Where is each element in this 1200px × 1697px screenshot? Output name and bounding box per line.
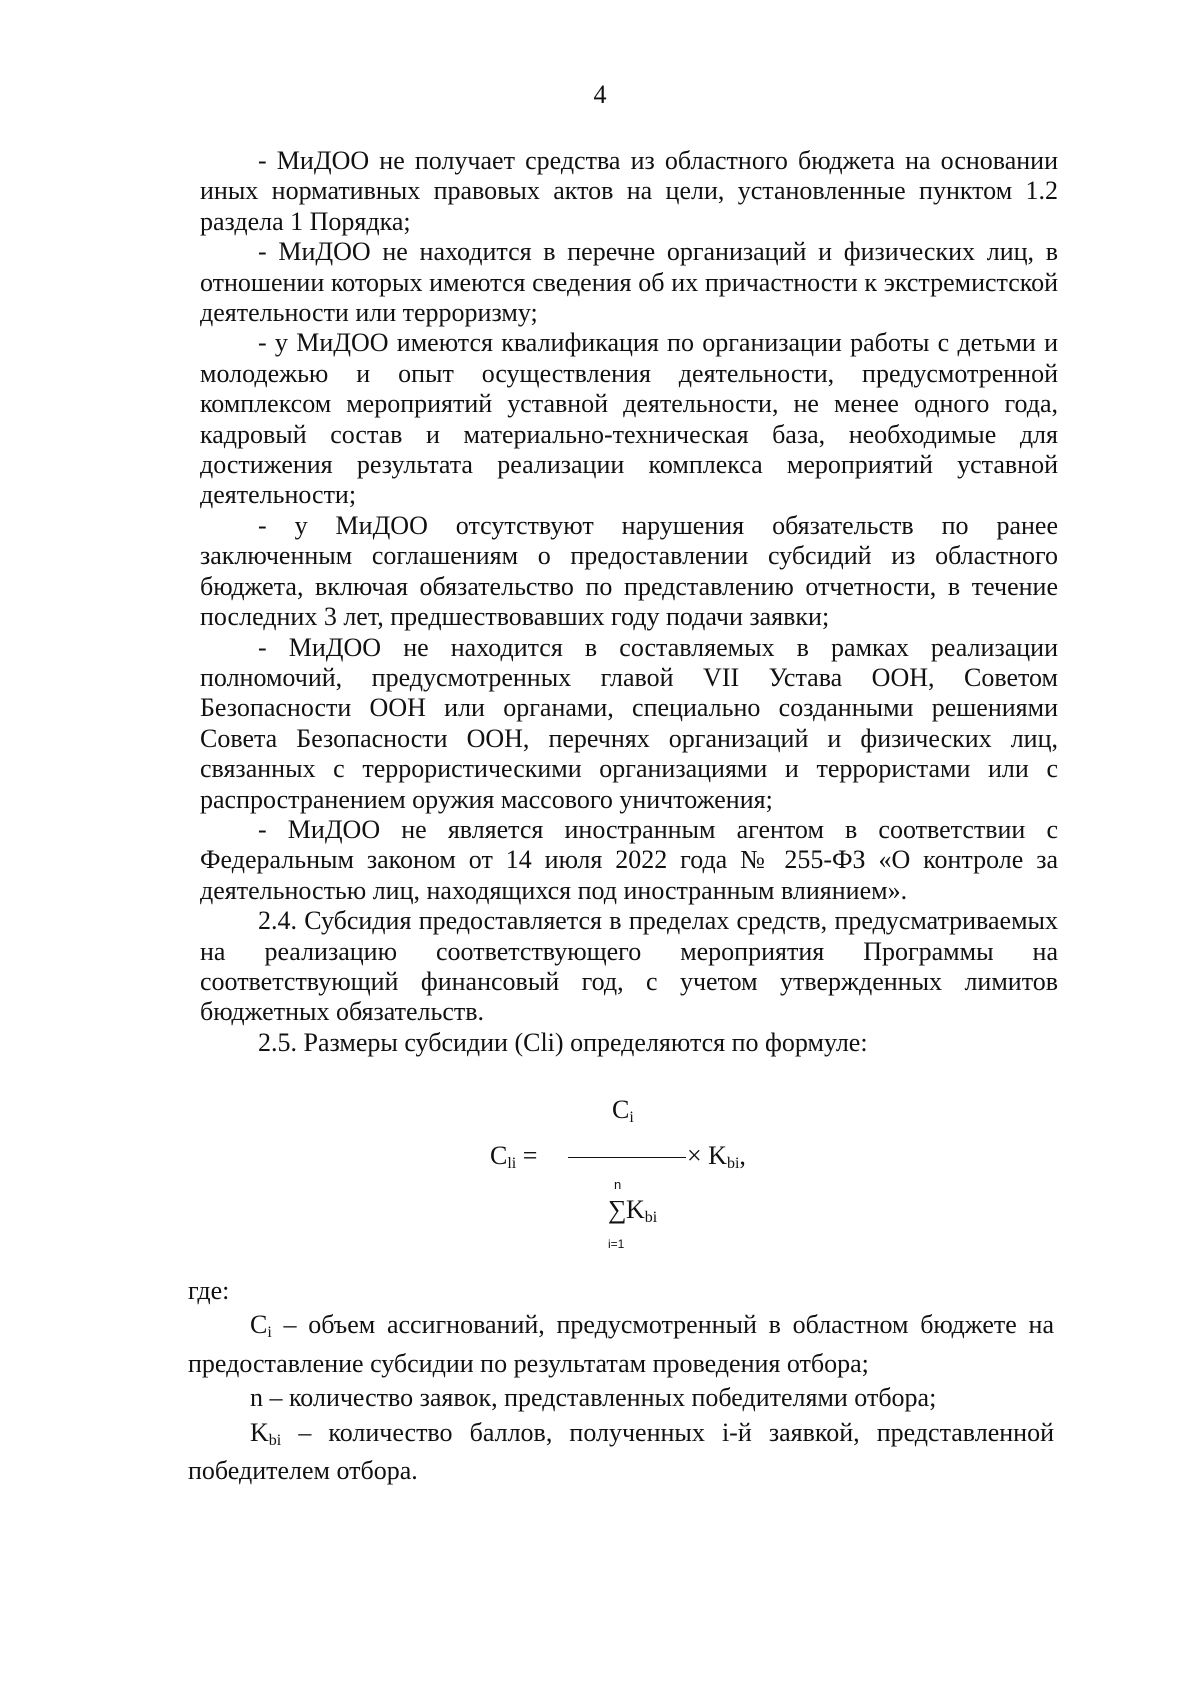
paragraph-foreign-agent: - МиДОО не является иностранным агентом в соответствии с Федеральным законом от 14 июля 2022 года № 255-ФЗ «О контроле за деятельностью лиц, находящихся под иностранным влиянием». xyxy=(200,814,1058,905)
paragraph-qualification: - у МиДОО имеются квалификация по организации работы с детьми и молодежью и опыт осуществления деятельности, предусмотренной комплексом мероприятий уставной деятельности, не менее одного года, кадровый состав и материально-техническая база, необходимые для достижения результата реализации комплекса мероприятий уставной деятельности; xyxy=(200,328,1058,510)
definition-n: n – количество заявок, представленных победителями отбора; xyxy=(250,1383,937,1413)
formula-multiplier: × $K_{bi}$, xyxy=(687,1141,746,1172)
definition-ci: $C_i$ – объем ассигнований, предусмотренный в областном бюджете на предоставление субсидии по результатам проведения отбора; xyxy=(188,1310,1054,1378)
formula-numerator: $C_i$ xyxy=(612,1095,634,1126)
paragraph-un-sanctions: - МиДОО не находится в составляемых в рамках реализации полномочий, предусмотренных главой VII Устава ООН, Советом Безопасности ООН или органами, специально созданными решениями Совета Безопасности ООН, перечнях организаций и физических лиц, связанных с террористическими организациями и террористами или с распространением оружия массового уничтожения; xyxy=(200,632,1058,814)
paragraph-no-other-funding: - МиДОО не получает средства из областного бюджета на основании иных нормативных правовых актов на цели, установленные пунктом 1.2 раздела 1 Порядка; xyxy=(200,146,1058,236)
sum-lower-limit: i=1 xyxy=(608,1237,625,1251)
formula-definitions xyxy=(188,1276,1054,1490)
paragraph-not-in-extremism-list: - МиДОО не находится в перечне организаций и физических лиц, в отношении которых имеются сведения об их причастности к экстремистской деятельности или терроризму; xyxy=(200,237,1058,328)
sum-term: $K_{bi}$ xyxy=(626,1195,658,1226)
body-text xyxy=(200,146,1058,1058)
subsidy-formula xyxy=(490,1095,770,1265)
paragraph-no-violations: - у МиДОО отсутствуют нарушения обязательств по ранее заключенным соглашениям о предоставлении субсидий из областного бюджета, включая обязательство по представлению отчетности, в течение последних 3 лет, предшествовавших году подачи заявки; xyxy=(200,510,1058,632)
where-label: где: xyxy=(188,1276,230,1305)
definition-kbi: $K_{bi}$ – количество баллов, полученных i-й заявкой, представленной победителем отбора. xyxy=(188,1417,1054,1486)
fraction-line xyxy=(568,1157,686,1158)
paragraph-2-4: 2.4. Субсидия предоставляется в пределах средств, предусматриваемых на реализацию соответствующего мероприятия Программы на соответствующий финансовый год, с учетом утвержденных лимитов бюджетных обязательств. xyxy=(200,906,1058,1027)
paragraph-2-5: 2.5. Размеры субсидии (Cli) определяются по формуле: xyxy=(258,1027,868,1057)
formula-lhs: $C_{li}$ = xyxy=(490,1141,538,1172)
sum-sign: ∑ xyxy=(608,1195,627,1224)
page-number: 4 xyxy=(593,80,607,109)
sum-upper-limit: n xyxy=(614,1177,622,1192)
